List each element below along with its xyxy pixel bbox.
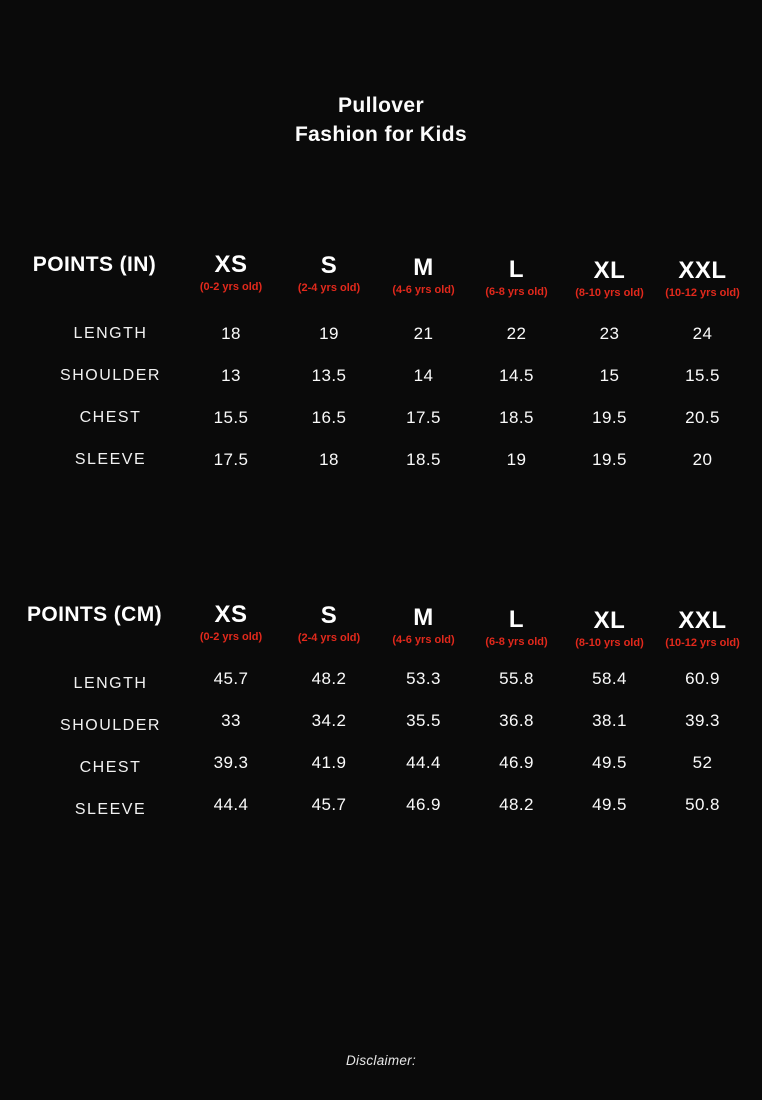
size-table-centimeters — [0, 600, 749, 831]
measurement-row-length — [0, 313, 749, 355]
value-cell: 44.4 — [406, 753, 441, 772]
value-cell: 35.5 — [406, 711, 441, 730]
page-title-line-1: Pullover — [337, 94, 425, 117]
age-range-label: (8-10 yrs old) — [575, 637, 644, 649]
value-cell: 21 — [413, 324, 434, 343]
value-cell: 19 — [319, 324, 339, 343]
size-label: S — [320, 252, 338, 279]
value-cell: 23 — [599, 324, 620, 343]
value-cell: 44.4 — [213, 795, 249, 814]
value-cell: 46.9 — [499, 753, 534, 772]
size-header-m — [377, 603, 470, 648]
value-cell: 49.5 — [592, 795, 627, 814]
size-label: M — [413, 254, 434, 281]
size-table-inches-header — [0, 250, 749, 301]
value-cell: 19 — [506, 450, 527, 469]
value-cell: 55.8 — [499, 669, 534, 688]
row-label: SLEEVE — [74, 451, 147, 468]
size-table-inches — [0, 250, 749, 481]
table-title-centimeters: POINTS (CM) — [26, 603, 163, 626]
value-cell: 18 — [221, 324, 241, 343]
value-cell: 18.5 — [499, 408, 534, 427]
age-range-label: (6-8 yrs old) — [485, 286, 548, 298]
size-header-xs — [181, 600, 281, 645]
size-table-inches-body — [0, 313, 749, 481]
size-header-xxl — [656, 606, 749, 651]
value-cell: 33 — [221, 711, 241, 730]
value-cell: 20.5 — [685, 408, 720, 427]
measurement-row-length — [0, 663, 749, 705]
value-cell: 38.1 — [592, 711, 627, 730]
value-cell: 22 — [506, 324, 527, 343]
value-cell: 41.9 — [311, 753, 347, 772]
page-title — [0, 91, 762, 149]
value-cell: 48.2 — [499, 795, 534, 814]
size-label: M — [413, 604, 434, 631]
size-label: L — [508, 606, 525, 633]
value-cell: 14 — [413, 366, 434, 385]
size-label: XXL — [678, 257, 727, 284]
size-header-xl — [563, 606, 656, 651]
size-header-xxl — [656, 256, 749, 301]
value-cell: 17.5 — [406, 408, 441, 427]
age-range-label: (2-4 yrs old) — [297, 632, 361, 644]
value-cell: 24 — [692, 324, 713, 343]
size-header-xs — [181, 250, 281, 295]
size-header-l — [470, 255, 563, 300]
size-header-l — [470, 605, 563, 650]
measurement-row-chest — [0, 747, 749, 789]
age-range-label: (10-12 yrs old) — [665, 637, 740, 649]
row-label: SHOULDER — [60, 367, 161, 384]
measurement-row-shoulder — [0, 705, 749, 747]
size-header-s — [281, 601, 377, 646]
value-cell: 17.5 — [213, 450, 249, 469]
row-label: CHEST — [79, 409, 142, 426]
disclaimer — [0, 1053, 762, 1068]
value-cell: 45.7 — [213, 669, 249, 688]
value-cell: 18 — [319, 450, 339, 469]
size-label: XS — [214, 251, 248, 278]
row-label: CHEST — [79, 759, 142, 776]
age-range-label: (0-2 yrs old) — [199, 281, 263, 293]
row-label: LENGTH — [73, 675, 148, 692]
row-label: SHOULDER — [60, 717, 161, 734]
size-label: XS — [214, 601, 248, 628]
size-header-m — [377, 253, 470, 298]
table-title-inches: POINTS (IN) — [32, 253, 157, 276]
value-cell: 34.2 — [311, 711, 347, 730]
measurement-row-sleeve — [0, 439, 749, 481]
value-cell: 45.7 — [311, 795, 347, 814]
page-title-line-2: Fashion for Kids — [294, 123, 468, 146]
age-range-label: (6-8 yrs old) — [485, 636, 548, 648]
value-cell: 20 — [692, 450, 713, 469]
value-cell: 14.5 — [499, 366, 534, 385]
value-cell: 19.5 — [592, 450, 627, 469]
value-cell: 50.8 — [685, 795, 720, 814]
measurement-row-sleeve — [0, 789, 749, 831]
value-cell: 36.8 — [499, 711, 534, 730]
size-label: XXL — [678, 607, 727, 634]
value-cell: 46.9 — [406, 795, 441, 814]
size-label: S — [320, 602, 338, 629]
size-table-centimeters-header — [0, 600, 749, 651]
value-cell: 58.4 — [592, 669, 627, 688]
value-cell: 49.5 — [592, 753, 627, 772]
measurement-row-chest — [0, 397, 749, 439]
size-header-xl — [563, 256, 656, 301]
row-label: LENGTH — [73, 325, 148, 342]
row-label: SLEEVE — [74, 801, 147, 818]
value-cell: 48.2 — [311, 669, 347, 688]
size-header-s — [281, 251, 377, 296]
value-cell: 52 — [692, 753, 713, 772]
disclaimer-label: Disclaimer: — [345, 1053, 417, 1068]
size-table-centimeters-body — [0, 663, 749, 831]
age-range-label: (10-12 yrs old) — [665, 287, 740, 299]
age-range-label: (4-6 yrs old) — [392, 284, 455, 296]
value-cell: 13 — [221, 366, 241, 385]
size-label: L — [508, 256, 525, 283]
value-cell: 39.3 — [685, 711, 720, 730]
value-cell: 60.9 — [685, 669, 720, 688]
age-range-label: (4-6 yrs old) — [392, 634, 455, 646]
age-range-label: (0-2 yrs old) — [199, 631, 263, 643]
value-cell: 39.3 — [213, 753, 249, 772]
value-cell: 53.3 — [406, 669, 441, 688]
measurement-row-shoulder — [0, 355, 749, 397]
value-cell: 18.5 — [406, 450, 441, 469]
value-cell: 16.5 — [311, 408, 347, 427]
value-cell: 15.5 — [213, 408, 249, 427]
value-cell: 15 — [599, 366, 620, 385]
age-range-label: (8-10 yrs old) — [575, 287, 644, 299]
value-cell: 15.5 — [685, 366, 720, 385]
value-cell: 13.5 — [311, 366, 347, 385]
age-range-label: (2-4 yrs old) — [297, 282, 361, 294]
value-cell: 19.5 — [592, 408, 627, 427]
size-label: XL — [593, 257, 626, 284]
size-label: XL — [593, 607, 626, 634]
